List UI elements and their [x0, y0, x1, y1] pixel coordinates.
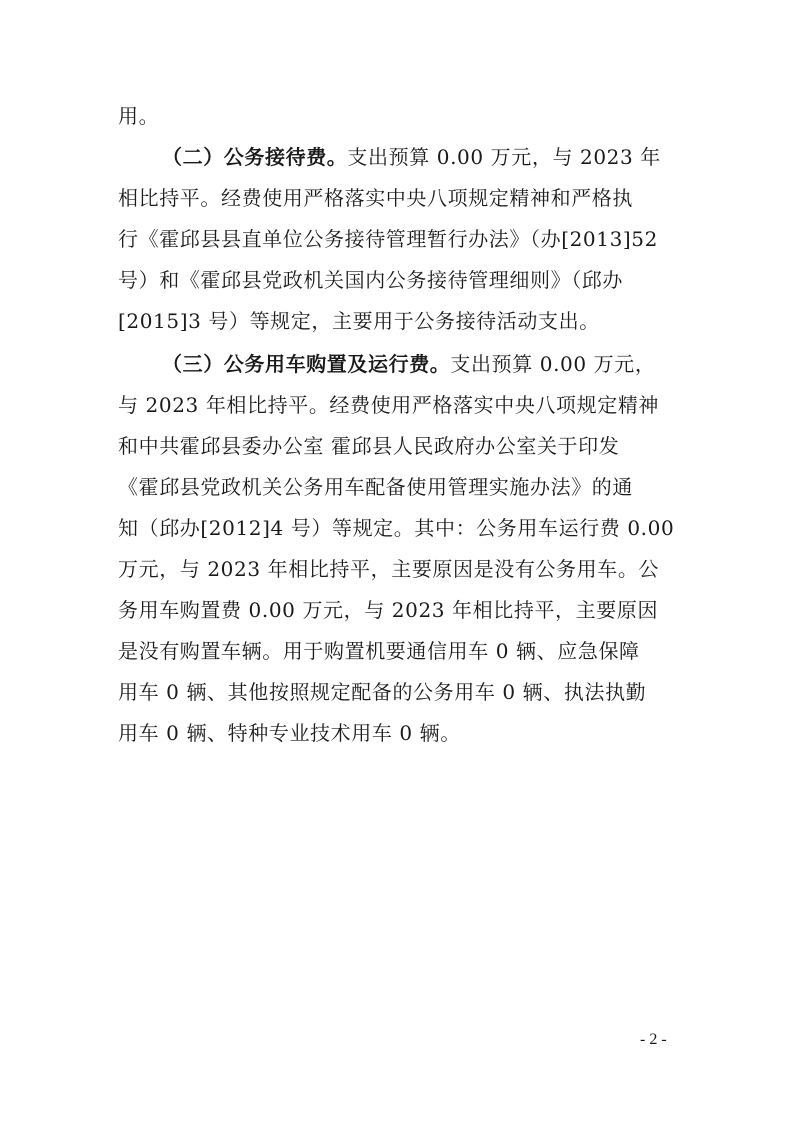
text-line: 行《霍邱县县直单位公务接待管理暂行办法》（办[2013]52 — [118, 227, 658, 251]
page-number: - 2 - — [640, 1031, 667, 1048]
text-line: 用车 0 辆、其他按照规定配备的公务用车 0 辆、执法执勤 — [118, 680, 647, 704]
text-line: 《霍邱县党政机关公务用车配备使用管理实施办法》的通 — [118, 475, 633, 499]
section-heading-line: （二）公务接待费。支出预算 0.00 万元，与 2023 年 — [162, 145, 661, 169]
text-line: 相比持平。经费使用严格落实中央八项规定精神和严格执 — [118, 186, 633, 210]
text-line: [2015]3 号）等规定，主要用于公务接待活动支出。 — [118, 309, 600, 333]
text-line: 与 2023 年相比持平。经费使用严格落实中央八项规定精神 — [118, 393, 660, 417]
text-line: 是没有购置车辆。用于购置机要通信用车 0 辆、应急保障 — [118, 639, 640, 663]
text-line: 用。 — [118, 104, 160, 128]
text-line: 号）和《霍邱县党政机关国内公务接待管理细则》（邱办 — [118, 268, 623, 292]
text-line: 万元，与 2023 年相比持平，主要原因是没有公务用车。公 — [118, 557, 660, 581]
section-heading-line: （三）公务用车购置及运行费。支出预算 0.00 万元， — [162, 352, 656, 376]
text-line: 和中共霍邱县委办公室 霍邱县人民政府办公室关于印发 — [118, 434, 620, 458]
section-heading-reception: （二）公务接待费。 — [162, 145, 348, 169]
text-line: 知（邱办[2012]4 号）等规定。其中：公务用车运行费 0.00 — [118, 516, 675, 540]
section-heading-vehicles: （三）公务用车购置及运行费。 — [162, 352, 451, 376]
text-line: 用车 0 辆、特种专业技术用车 0 辆。 — [118, 721, 461, 745]
document-body — [118, 96, 678, 754]
text-line: 务用车购置费 0.00 万元，与 2023 年相比持平，主要原因 — [118, 598, 659, 622]
